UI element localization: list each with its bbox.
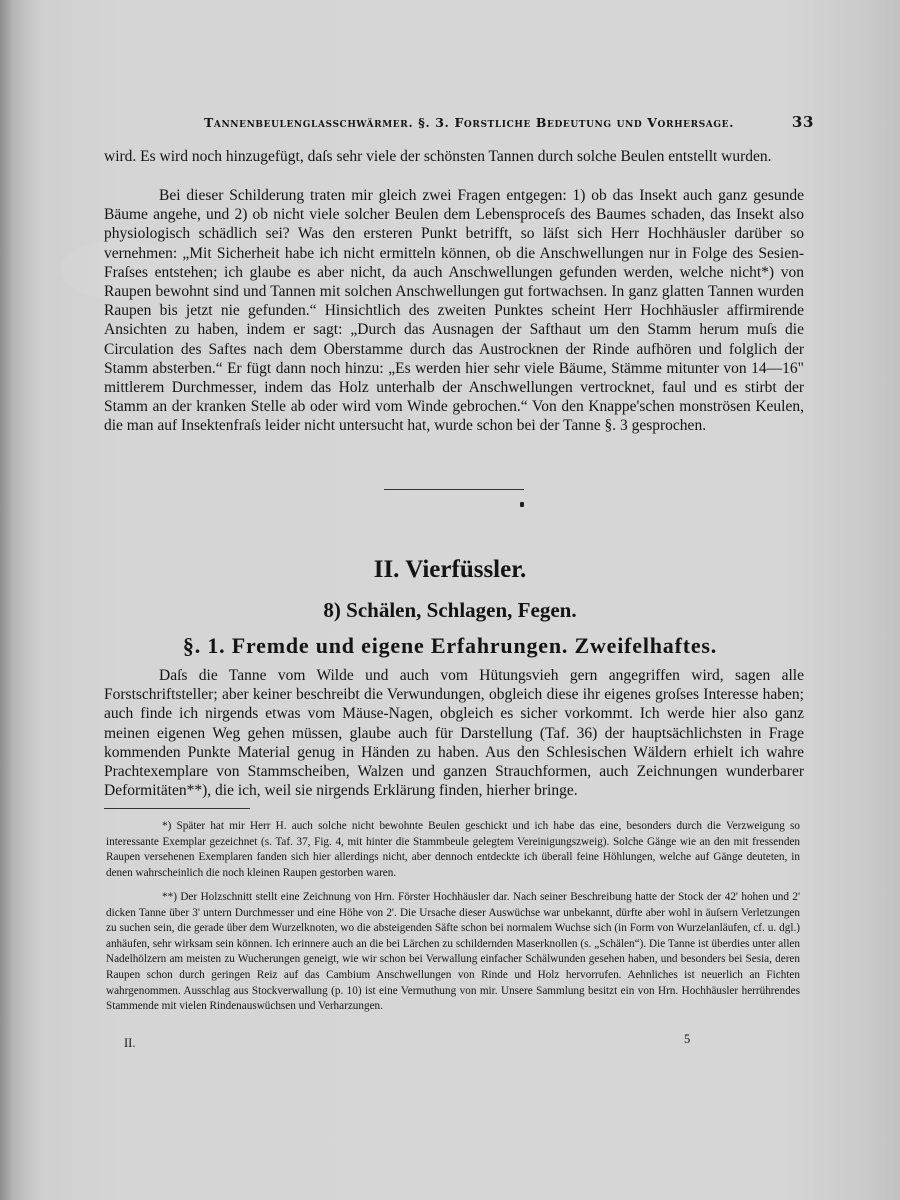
- section-heading: §. 1. Fremde und eigene Erfahrungen. Zweifelhaftes.: [182, 633, 718, 658]
- section-paragraph: Daſs die Tanne vom Wilde und auch vom Hütungsvieh gern angegriffen wird, sagen alle Forstschriftsteller; aber keiner beschreibt die Verwundungen, obgleich diese ihr eigenes groſses Interesse haben; auch finde ich nirgends etwas vom Mäuse-Nagen, obgleich es sicher vorkommt. Ich werde hier also ganz meinen eigenen Weg gehen müssen, glaube auch für Darstellung (Taf. 36) der hauptsächlichsten in Frage kommenden Punkte Material genug in Händen zu haben. Aus den Schlesischen Wäldern erhielt ich wahre Prachtexemplare von Stammscheiben, Walzen und ganzen Strauchformen, auch Zeichnungen wunderbarer Deformitäten**), die ich, weil sie nirgends Erklärung finden, hierher bringe.: [104, 667, 804, 800]
- paragraph-hochhaeusler: Bei dieser Schilderung traten mir gleich zwei Fragen entgegen: 1) ob das Insekt auch ganz gesunde Bäume angehe, und 2) ob nicht viele solcher Beulen dem Lebensproceſs des Baumes schaden, das Insekt also physiologisch schädlich sei? Was den ersteren Punkt betrifft, so läſst sich Herr Hochhäusler darüber so vernehmen: „Mit Sicherheit habe ich nicht ermitteln können, ob die Anschwellungen nur in Folge des Sesien-Fraſses entstehen; ich glaube es aber nicht, da auch Anschwellungen gefunden werden, welche nicht*) von Raupen bewohnt sind und Tannen mit solchen Anschwellungen gut fortwachsen. In ganz glatten Tannen wurden Raupen bis jetzt nie gefunden.“ Hinsichtlich des zweiten Punktes scheint Herr Hochhäusler affirmirende Ansichten zu haben, indem er sagt: „Durch das Ausnagen der Safthaut um den Stamm herum muſs die Circulation des Saftes nach dem Oberstamme durch das Austrocknen der Rinde aufhören und folglich der Stamm absterben.“ Er fügt dann noch hinzu: „Es werden hier sehr viele Bäume, Stämme mitunter von 14—16" mittlerem Durchmesser, indem das Holz unterhalb der Anschwellungen vertrocknet, faul und es stirbt der Stamm an der kranken Stelle ab oder wird vom Winde gebrochen.“ Von den Knappe'schen monströsen Keulen, die man auf Insektenfraſs leider nicht untersucht hat, wurde schon bei der Tanne §. 3 gesprochen.: [104, 187, 804, 435]
- page-number: 33: [791, 113, 814, 131]
- paragraph-continuation: wird. Es wird noch hinzugefügt, daſs sehr viele der schönsten Tannen durch solche Beulen entstellt wurden.: [104, 148, 772, 165]
- footnote-rule: [104, 808, 250, 809]
- footnote-1: *) Später hat mir Herr H. auch solche nicht bewohnte Beulen geschickt und ich habe das eine, besonders durch die Verzweigung so interessante Exemplar gezeichnet (s. Taf. 37, Fig. 4, mit hinter die Stammbeule gelegtem Vereinigungszweig). Solche Gänge wie an den mit fressenden Raupen versehenen Exemplaren fanden sich hier allerdings nicht, aber dennoch entdeckte ich überall feine Höhlungen, welche auf Gänge deuteten, in denen wahrscheinlich die noch kleinen Raupen gestorben waren.: [106, 820, 800, 879]
- sheet-signature-number: 5: [684, 1032, 691, 1046]
- separator-rule: [384, 489, 524, 490]
- footnote-2: **) Der Holzschnitt stellt eine Zeichnung von Hrn. Förster Hochhäusler dar. Nach seiner Beschreibung hatte der Stock der 42' hohen und 2' dicken Tanne über 3' untern Durchmesser und eine Höhe von 2'. Die Ursache dieser Auswüchse war unbekannt, dürfte aber wohl in äuſsern Verletzungen zu suchen sein, die gerade über dem Wurzelknoten, wo die absteigenden Säfte schon bei normalem Wuchse sich (in Form von Wurzelanläufen, cf. u. dgl.) anhäufen, sehr wirksam sein können. Ich erinnere auch an die bei Lärchen zu schildernden Maserknollen (s. „Schälen“). Die Tanne ist überdies unter allen Nadelhölzern am meisten zu Wucherungen geneigt, wie wir schon bei Verwallung einfacher Schälwunden gesehen haben, und besonders bei Sesia, deren Raupen schon durch geringen Reiz auf das Cambium Anschwellungen von Rinde und Holz hervorrufen. Aehnliches ist neuerlich an Fichten wahrgenommen. Ausschlag aus Stockverwallung (p. 10) ist eine Vermuthung von mir. Unsere Sammlung besitzt ein von Hrn. Hochhäusler herrührendes Stammende mit vielen Rindenauswüchsen und Verharzungen.: [106, 891, 800, 1013]
- sheet-signature: II.: [124, 1036, 136, 1050]
- chapter-heading: 8) Schälen, Schlagen, Fegen.: [323, 598, 577, 622]
- running-head: [204, 115, 814, 130]
- ink-dot: [520, 502, 524, 507]
- running-head-title: Tannenbeulenglasschwärmer. §. 3. Forstliche Bedeutung und Vorhersage.: [204, 115, 735, 130]
- part-heading: II. Vierfüssler.: [373, 556, 527, 583]
